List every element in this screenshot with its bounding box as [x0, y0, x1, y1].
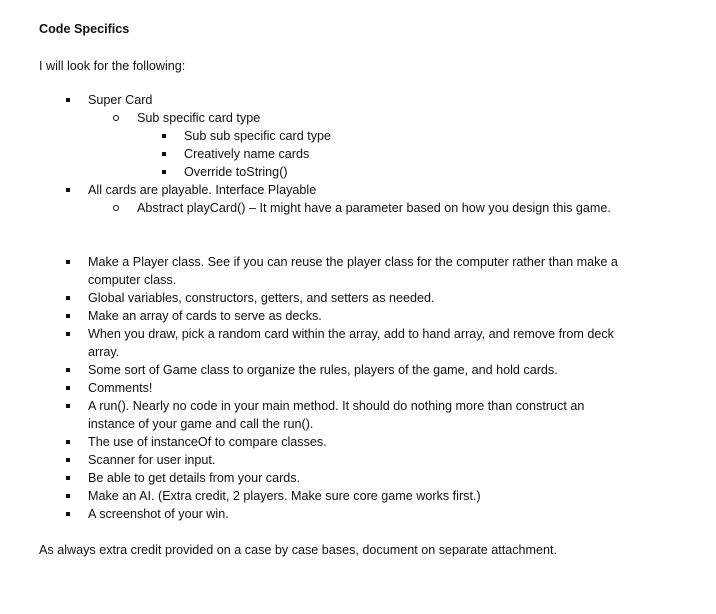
- requirement-line: Comments!: [88, 381, 153, 395]
- square-bullet-icon: [66, 458, 70, 462]
- requirement-line: Make an array of cards to serve as decks.: [88, 309, 322, 323]
- square-bullet-icon: [66, 368, 70, 372]
- requirement-line: computer class.: [88, 273, 177, 287]
- requirement-line: The use of instanceOf to compare classes.: [88, 435, 327, 449]
- outline-abstract: Abstract playCard() – It might have a parameter based on how you design this game.: [137, 201, 611, 215]
- outline-sub-sub-item: Override toString(): [184, 165, 288, 179]
- requirement-line: When you draw, pick a random card within the array, add to hand array, and remove from deck: [88, 327, 614, 341]
- square-bullet-icon: [66, 314, 70, 318]
- requirement-line: Some sort of Game class to organize the rules, players of the game, and hold cards.: [88, 363, 558, 377]
- square-bullet-icon: [66, 260, 70, 264]
- square-bullet-icon: [162, 152, 166, 156]
- requirement-line: Global variables, constructors, getters, and setters as needed.: [88, 291, 435, 305]
- square-bullet-icon: [66, 296, 70, 300]
- section-heading: Code Specifics: [39, 22, 130, 36]
- square-bullet-icon: [162, 170, 166, 174]
- requirement-line: A run(). Nearly no code in your main method. It should do nothing more than construct an: [88, 399, 585, 413]
- outline-super-card: Super Card: [88, 93, 153, 107]
- requirement-line: A screenshot of your win.: [88, 507, 229, 521]
- intro-text: I will look for the following:: [39, 59, 186, 73]
- square-bullet-icon: [66, 512, 70, 516]
- requirement-line: Make an AI. (Extra credit, 2 players. Make sure core game works first.): [88, 489, 481, 503]
- square-bullet-icon: [66, 494, 70, 498]
- requirement-line: instance of your game and call the run().: [88, 417, 314, 431]
- outline-sub-sub-item: Sub sub specific card type: [184, 129, 332, 143]
- square-bullet-icon: [66, 98, 70, 102]
- requirement-line: Scanner for user input.: [88, 453, 216, 467]
- requirement-line: array.: [88, 345, 120, 359]
- outline-sub-sub-item: Creatively name cards: [184, 147, 310, 161]
- requirement-line: Make a Player class. See if you can reuse the player class for the computer rather than make a: [88, 255, 618, 269]
- hollow-circle-bullet-icon: [113, 115, 119, 121]
- square-bullet-icon: [66, 404, 70, 408]
- square-bullet-icon: [66, 386, 70, 390]
- outline-playable: All cards are playable. Interface Playable: [88, 183, 317, 197]
- closing-note: As always extra credit provided on a case by case bases, document on separate attachment.: [39, 543, 558, 557]
- hollow-circle-bullet-icon: [113, 205, 119, 211]
- requirement-line: Be able to get details from your cards.: [88, 471, 301, 485]
- outline-sub-specific: Sub specific card type: [137, 111, 261, 125]
- square-bullet-icon: [162, 134, 166, 138]
- square-bullet-icon: [66, 188, 70, 192]
- square-bullet-icon: [66, 476, 70, 480]
- square-bullet-icon: [66, 332, 70, 336]
- square-bullet-icon: [66, 440, 70, 444]
